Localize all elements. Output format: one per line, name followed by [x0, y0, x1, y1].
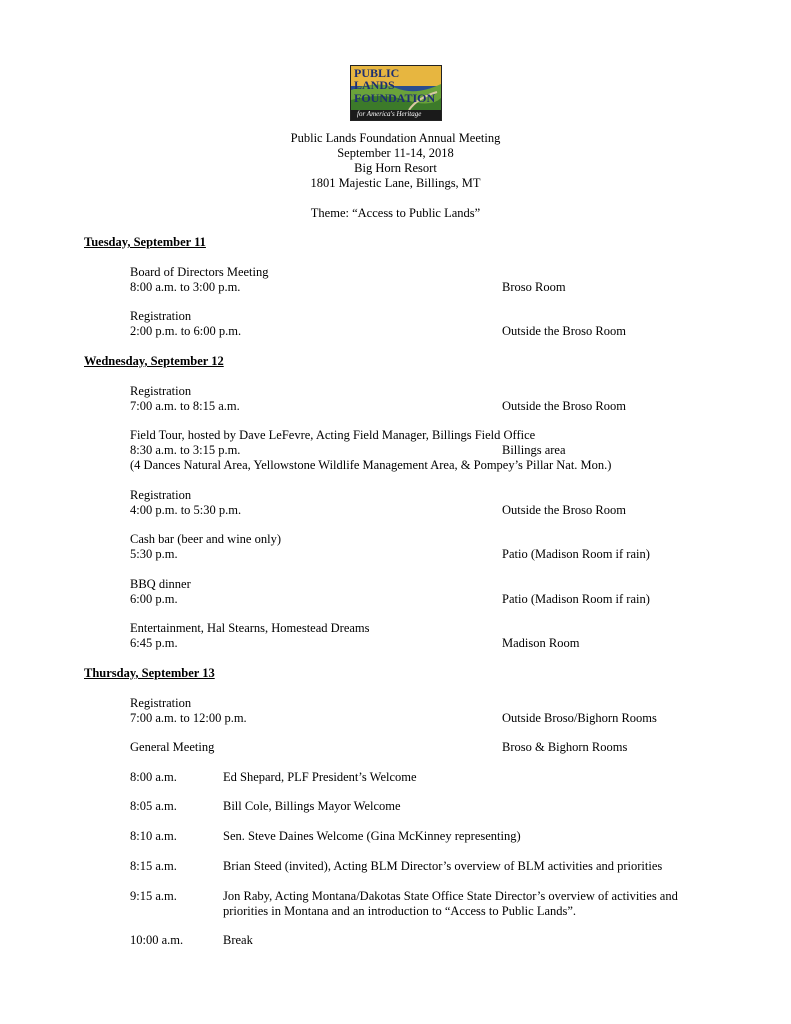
event-title: BBQ dinner [130, 577, 191, 591]
event-location: Outside Broso/Bighorn Rooms [502, 711, 657, 725]
event-title: Cash bar (beer and wine only) [130, 532, 281, 546]
agenda-item: Brian Steed (invited), Acting BLM Director’s overview of BLM activities and priorities [223, 859, 663, 873]
event-time: 6:00 p.m. [130, 592, 178, 606]
event-location: Madison Room [502, 636, 580, 650]
event-title: Board of Directors Meeting [130, 265, 269, 279]
agenda-time: 9:15 a.m. [130, 889, 177, 903]
event-time: 4:00 p.m. to 5:30 p.m. [130, 503, 242, 517]
agenda-item-continued: priorities in Montana and an introduction to “Access to Public Lands”. [223, 904, 577, 918]
agenda-item: Bill Cole, Billings Mayor Welcome [223, 799, 401, 813]
event-location: Patio (Madison Room if rain) [502, 592, 650, 606]
event-time: 8:30 a.m. to 3:15 p.m. [130, 443, 241, 457]
day-heading-thursday: Thursday, September 13 [84, 666, 215, 680]
event-location: Outside the Broso Room [502, 503, 626, 517]
event-location: Patio (Madison Room if rain) [502, 547, 650, 561]
logo-tagline: for America's Heritage [357, 110, 422, 118]
logo-text-lands: LANDS [354, 78, 395, 92]
agenda-time: 8:15 a.m. [130, 859, 177, 873]
meeting-title: Public Lands Foundation Annual Meeting [290, 131, 501, 145]
event-title: Entertainment, Hal Stearns, Homestead Dreams [130, 621, 370, 635]
meeting-theme: Theme: “Access to Public Lands” [310, 206, 481, 220]
agenda-time: 10:00 a.m. [130, 933, 184, 947]
meeting-venue: Big Horn Resort [354, 161, 437, 175]
event-location: Broso Room [502, 280, 566, 294]
day-heading-tuesday: Tuesday, September 11 [84, 235, 206, 249]
event-time: 6:45 p.m. [130, 636, 178, 650]
general-meeting-title: General Meeting [130, 740, 215, 754]
event-location: Outside the Broso Room [502, 399, 626, 413]
event-time: 2:00 p.m. to 6:00 p.m. [130, 324, 242, 338]
event-location: Billings area [502, 443, 566, 457]
meeting-dates: September 11-14, 2018 [337, 146, 454, 160]
plf-logo [350, 65, 442, 121]
agenda-time: 8:00 a.m. [130, 770, 177, 784]
agenda-item: Sen. Steve Daines Welcome (Gina McKinney representing) [223, 829, 521, 843]
meeting-address: 1801 Majestic Lane, Billings, MT [310, 176, 481, 190]
agenda-item: Ed Shepard, PLF President’s Welcome [223, 770, 417, 784]
day-heading-wednesday: Wednesday, September 12 [84, 354, 224, 368]
event-note: (4 Dances Natural Area, Yellowstone Wildlife Management Area, & Pompey’s Pillar Nat. Mon.) [130, 458, 612, 472]
agenda-item: Jon Raby, Acting Montana/Dakotas State Office State Director’s overview of activities and [223, 889, 678, 903]
logo-text-public: PUBLIC [354, 66, 400, 80]
event-title: Registration [130, 696, 192, 710]
agenda-time: 8:10 a.m. [130, 829, 177, 843]
event-time: 7:00 a.m. to 12:00 p.m. [130, 711, 247, 725]
event-title: Field Tour, hosted by Dave LeFevre, Acting Field Manager, Billings Field Office [130, 428, 536, 442]
event-title: Registration [130, 384, 192, 398]
event-time: 5:30 p.m. [130, 547, 178, 561]
agenda-time: 8:05 a.m. [130, 799, 177, 813]
event-title: Registration [130, 488, 192, 502]
agenda-item: Break [223, 933, 253, 947]
general-meeting-location: Broso & Bighorn Rooms [502, 740, 628, 754]
event-time: 7:00 a.m. to 8:15 a.m. [130, 399, 240, 413]
event-time: 8:00 a.m. to 3:00 p.m. [130, 280, 241, 294]
event-title: Registration [130, 309, 192, 323]
logo-text-foundation: FOUNDATION [354, 91, 436, 105]
event-location: Outside the Broso Room [502, 324, 626, 338]
